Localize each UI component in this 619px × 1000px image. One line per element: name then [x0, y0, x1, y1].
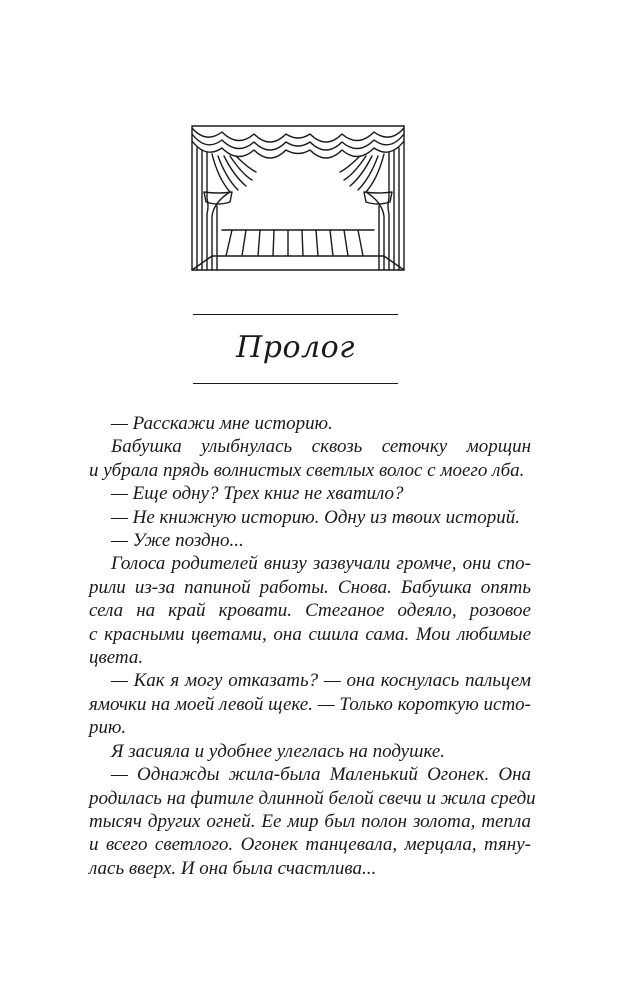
text-line-12: — Как я могу отказать? — она коснулась пальцем [111, 670, 531, 692]
text-line-4: — Еще одну? Трех книг не хватило? [111, 483, 404, 505]
body-text [89, 412, 536, 880]
text-line-16: — Однажды жила-была Маленький Огонек. Она [111, 764, 531, 786]
text-line-14: рию. [89, 717, 127, 739]
text-line-19: и всего светлого. Огонек танцевала, мерцала, тяну- [89, 834, 531, 856]
text-line-6: — Уже поздно... [111, 530, 244, 552]
text-line-18: тысяч других огней. Ее мир был полон золота, тепла [89, 810, 531, 832]
text-line-8: рили из-за папиной работы. Снова. Бабушка опять [89, 576, 531, 598]
theater-stage-curtains-icon [188, 122, 408, 274]
text-line-7: Голоса родителей внизу зазвучали громче, они спо- [111, 553, 531, 575]
text-line-17: родилась на фитиле длинной белой свечи и жила среди [89, 787, 536, 809]
text-line-11: цвета. [89, 647, 144, 669]
text-line-15: Я засияла и удобнее улеглась на подушке. [111, 740, 446, 762]
text-line-13: ямочки на моей левой щеке. — Только короткую исто- [89, 693, 531, 715]
text-line-5: — Не книжную историю. Одну из твоих историй. [111, 506, 521, 528]
chapter-title: Пролог [236, 330, 355, 365]
text-line-1: — Расскажи мне историю. [111, 413, 333, 434]
text-line-3: и убрала прядь волнистых светлых волос с моего лба. [89, 459, 525, 481]
text-line-10: с красными цветами, она сшила сама. Мои любимые [89, 623, 531, 645]
title-rule-top [193, 314, 398, 315]
text-line-2: Бабушка улыбнулась сквозь сеточку морщин [111, 436, 531, 458]
text-line-9: села на край кровати. Стеганое одеяло, розовое [89, 600, 531, 622]
text-line-20: лась вверх. И она была счастлива... [89, 857, 377, 879]
title-rule-bottom [193, 383, 398, 384]
